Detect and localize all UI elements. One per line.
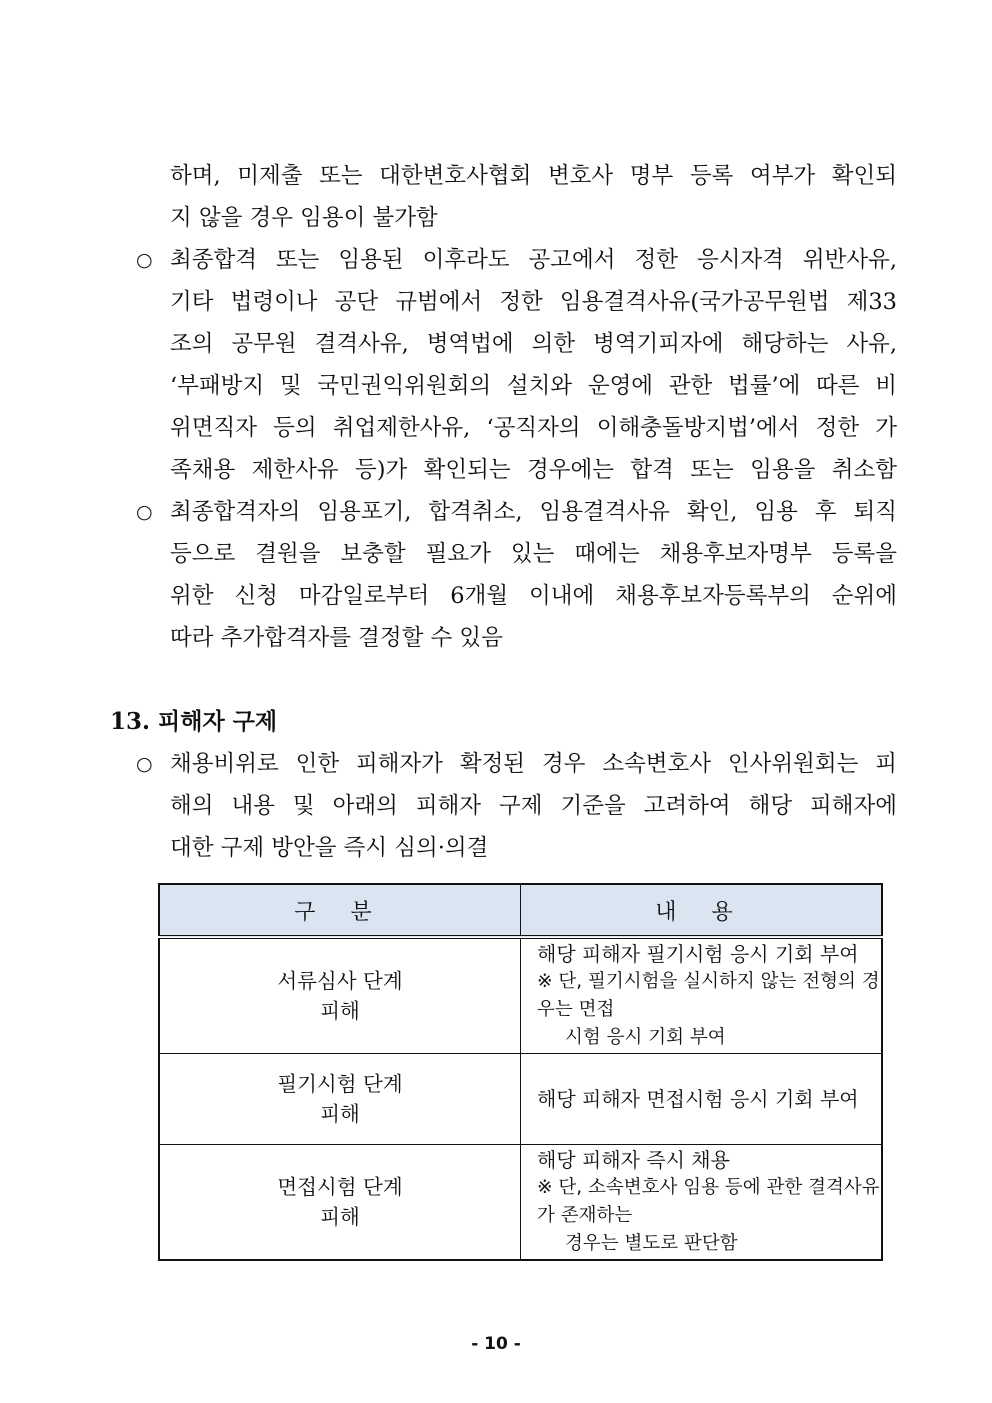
- row-content: [521, 1145, 883, 1261]
- body-line: 최종합격 또는 임용된 이후라도 공고에서 정한 응시자격 위반사유,: [170, 247, 897, 273]
- body-line: 족채용 제한사유 등)가 확인되는 경우에는 합격 또는 임용을 취소함: [170, 457, 897, 483]
- row-content: [521, 1054, 883, 1145]
- bullet-icon: ○: [136, 501, 153, 523]
- page-number: - 10 -: [471, 1334, 521, 1354]
- content-main: 해당 피해자 즉시 채용: [537, 1148, 730, 1172]
- body-line: 하며, 미제출 또는 대한변호사협회 변호사 명부 등록 여부가 확인되: [170, 163, 897, 189]
- body-line: 대한 구제 방안을 즉시 심의·의결: [170, 835, 489, 861]
- body-line: 최종합격자의 임용포기, 합격취소, 임용결격사유 확인, 임용 후 퇴직: [170, 499, 897, 525]
- table-row: [159, 1145, 882, 1261]
- body-line: 지 않을 경우 임용이 불가함: [170, 205, 438, 231]
- body-line: 위한 신청 마감일로부터 6개월 이내에 채용후보자등록부의 순위에: [170, 583, 897, 609]
- category-line: 필기시험 단계: [277, 1072, 403, 1096]
- content-main: 해당 피해자 면접시험 응시 기회 부여: [537, 1087, 859, 1111]
- header-category: 구 분: [159, 884, 521, 937]
- table-header-row: [159, 884, 882, 937]
- category-line: 피해: [320, 1205, 360, 1229]
- row-content: [521, 937, 883, 1054]
- row-category: [159, 1145, 521, 1261]
- body-line: 조의 공무원 결격사유, 병역법에 의한 병역기피자에 해당하는 사유,: [170, 331, 897, 357]
- content-note: 시험 응시 기회 부여: [565, 1027, 726, 1048]
- table-row: [159, 1054, 882, 1145]
- content-main: 해당 피해자 필기시험 응시 기회 부여: [537, 942, 859, 966]
- category-line: 피해: [320, 1102, 360, 1126]
- category-line: 피해: [320, 999, 360, 1023]
- bullet-icon: ○: [136, 249, 153, 271]
- section-heading: 13. 피해자 구제: [110, 708, 278, 735]
- body-line: 등으로 결원을 보충할 필요가 있는 때에는 채용후보자명부 등록을: [170, 541, 897, 567]
- content-note: 경우는 별도로 판단함: [565, 1233, 738, 1254]
- body-line: 해의 내용 및 아래의 피해자 구제 기준을 고려하여 해당 피해자에: [170, 793, 897, 819]
- row-category: [159, 937, 521, 1054]
- relief-criteria-table: [158, 883, 883, 1261]
- content-note: ※ 단, 필기시험을 실시하지 않는 전형의 경우는 면접: [537, 971, 880, 1020]
- category-line: 면접시험 단계: [277, 1175, 403, 1199]
- body-line: 채용비위로 인한 피해자가 확정된 경우 소속변호사 인사위원회는 피: [170, 751, 897, 777]
- category-line: 서류심사 단계: [277, 969, 403, 993]
- row-category: [159, 1054, 521, 1145]
- bullet-icon: ○: [136, 753, 153, 775]
- header-content: 내 용: [521, 884, 883, 937]
- body-line: 위면직자 등의 취업제한사유, ‘공직자의 이해충돌방지법’에서 정한 가: [170, 415, 897, 441]
- table-row: [159, 937, 882, 1054]
- body-line: 기타 법령이나 공단 규범에서 정한 임용결격사유(국가공무원법 제33: [170, 289, 897, 315]
- content-note: ※ 단, 소속변호사 임용 등에 관한 결격사유가 존재하는: [537, 1177, 880, 1226]
- body-line: 따라 추가합격자를 결정할 수 있음: [170, 625, 503, 651]
- body-line: ‘부패방지 및 국민권익위원회의 설치와 운영에 관한 법률’에 따른 비: [170, 373, 897, 399]
